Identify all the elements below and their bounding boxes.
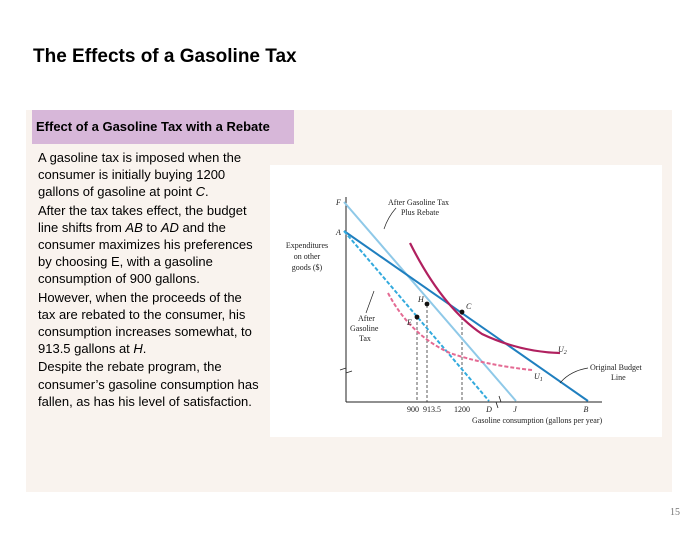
paragraph-1: A gasoline tax is imposed when the consumer is initially buying 1200 gallons of gasoline at point C. — [38, 150, 242, 200]
y-axis-break — [340, 368, 352, 373]
annotation-arrow-original — [560, 368, 588, 383]
label-a: A — [336, 228, 341, 237]
slide-title: The Effects of a Gasoline Tax — [33, 46, 297, 67]
after-tax-rebate-line — [344, 202, 516, 401]
label-u1: $U_1$ — [534, 372, 543, 383]
annotation-original-2: Line — [611, 373, 626, 382]
tick-913: 913.5 — [423, 405, 441, 414]
annotation-arrow-rebate — [384, 208, 396, 229]
label-h: H — [418, 295, 424, 304]
annotation-arrow-after-tax — [366, 291, 374, 313]
label-f: F — [336, 198, 341, 207]
section-subtitle: Effect of a Gasoline Tax with a Rebate — [32, 110, 294, 144]
annotation-after-tax-2: Gasoline — [350, 324, 379, 333]
paragraph-4: Despite the rebate program, the consumer’s gasoline consumption has fallen, as has his level of satisfaction. — [38, 359, 259, 409]
paragraph-3: However, when the proceeds of the tax are rebated to the consumer, his consumption increases somewhat, to 913.5 gallons at H. — [38, 289, 252, 357]
body-text — [38, 149, 260, 411]
annotation-original-1: Original Budget — [590, 363, 642, 372]
point-c — [460, 310, 465, 315]
paragraph-2: After the tax takes effect, the budget line shifts from AB to AD and the consumer maximizes his preferences by choosing E, with a gasoline consumption of 900 gallons. — [38, 202, 253, 287]
annotation-after-tax-1: After — [358, 314, 375, 323]
gasoline-tax-diagram — [270, 165, 662, 437]
annotation-after-tax-rebate-2: Plus Rebate — [401, 208, 439, 217]
annotation-after-tax-rebate-1: After Gasoline Tax — [388, 198, 450, 207]
label-u2: $U_2$ — [558, 345, 567, 356]
u1-curve — [388, 293, 532, 370]
page-number: 15 — [670, 507, 680, 518]
y-axis-label-2: on other — [293, 252, 321, 261]
diagram-svg — [270, 165, 662, 437]
label-c: C — [466, 302, 472, 311]
y-axis-label-1: Expenditures — [285, 241, 329, 250]
tick-j: J — [513, 405, 517, 414]
label-e: E — [407, 318, 412, 327]
tick-b: B — [583, 405, 589, 414]
annotation-after-tax-3: Tax — [359, 334, 371, 343]
y-axis-label-3: goods ($) — [291, 263, 323, 272]
u2-curve — [410, 243, 560, 353]
point-h — [425, 302, 430, 307]
tick-900: 900 — [407, 405, 419, 414]
tick-1200: 1200 — [454, 405, 470, 414]
tick-d: D — [486, 405, 492, 414]
x-axis-label: Gasoline consumption (gallons per year) — [472, 416, 603, 425]
x-axis-break — [496, 396, 501, 408]
point-e — [415, 315, 420, 320]
